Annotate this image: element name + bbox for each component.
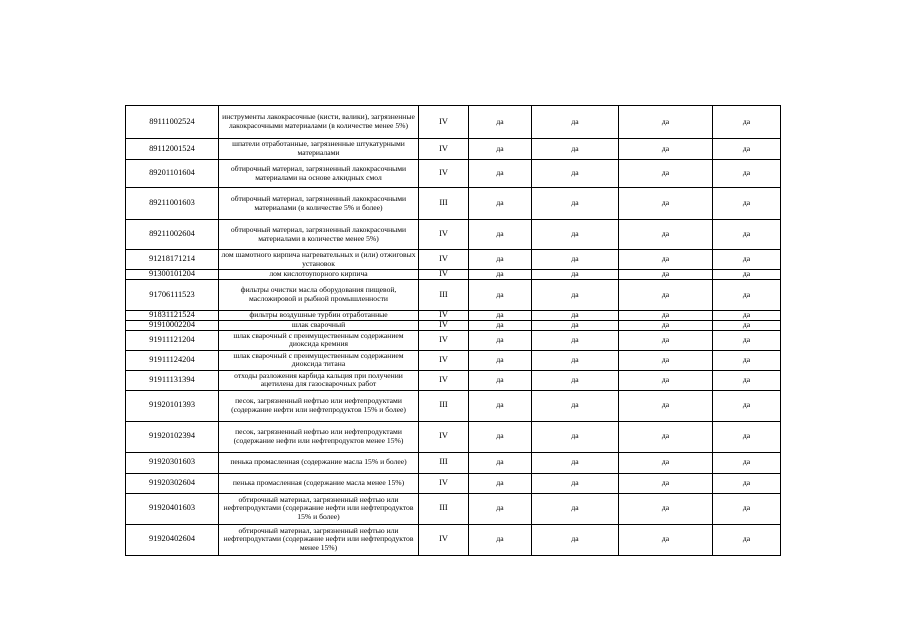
- table-row: [126, 106, 781, 139]
- hazard-class-cell: IV: [419, 220, 469, 250]
- waste-code-cell: 91920402604: [126, 524, 219, 555]
- hazard-class-cell: IV: [419, 350, 469, 370]
- yes-cell-2: да: [532, 473, 619, 493]
- yes-cell-1: да: [469, 220, 532, 250]
- hazard-class-cell: IV: [419, 139, 469, 160]
- yes-cell-4: да: [713, 493, 781, 524]
- yes-cell-3: да: [619, 311, 713, 321]
- yes-cell-2: да: [532, 390, 619, 421]
- yes-cell-4: да: [713, 188, 781, 220]
- table-row: [126, 493, 781, 524]
- table-row: [126, 350, 781, 370]
- waste-code-cell: 89111002524: [126, 106, 219, 139]
- hazard-class-cell: IV: [419, 270, 469, 280]
- yes-cell-3: да: [619, 493, 713, 524]
- yes-cell-2: да: [532, 452, 619, 473]
- hazard-class-cell: IV: [419, 421, 469, 452]
- yes-cell-4: да: [713, 139, 781, 160]
- waste-code-cell: 91920401603: [126, 493, 219, 524]
- table-row: [126, 139, 781, 160]
- table-row: [126, 473, 781, 493]
- waste-code-cell: 91920102394: [126, 421, 219, 452]
- yes-cell-3: да: [619, 188, 713, 220]
- yes-cell-3: да: [619, 270, 713, 280]
- table-row: [126, 220, 781, 250]
- waste-code-cell: 91910002204: [126, 321, 219, 331]
- hazard-class-cell: IV: [419, 311, 469, 321]
- yes-cell-1: да: [469, 139, 532, 160]
- yes-cell-2: да: [532, 493, 619, 524]
- yes-cell-2: да: [532, 160, 619, 188]
- table-body: [126, 106, 781, 556]
- yes-cell-3: да: [619, 280, 713, 311]
- table-row: [126, 524, 781, 555]
- yes-cell-4: да: [713, 160, 781, 188]
- hazard-class-cell: IV: [419, 160, 469, 188]
- waste-code-cell: 91911124204: [126, 350, 219, 370]
- table-row: [126, 330, 781, 350]
- waste-name-cell: фильтры воздушные турбин отработанные: [219, 311, 419, 321]
- yes-cell-3: да: [619, 421, 713, 452]
- yes-cell-1: да: [469, 330, 532, 350]
- waste-code-cell: 91920301603: [126, 452, 219, 473]
- table-row: [126, 280, 781, 311]
- table-row: [126, 370, 781, 390]
- yes-cell-4: да: [713, 311, 781, 321]
- yes-cell-3: да: [619, 250, 713, 270]
- yes-cell-2: да: [532, 321, 619, 331]
- yes-cell-3: да: [619, 106, 713, 139]
- yes-cell-2: да: [532, 524, 619, 555]
- yes-cell-3: да: [619, 350, 713, 370]
- yes-cell-2: да: [532, 188, 619, 220]
- yes-cell-1: да: [469, 493, 532, 524]
- waste-name-cell: обтирочный материал, загрязненный лакокрасочными материалами в количестве менее 5%): [219, 220, 419, 250]
- waste-name-cell: песок, загрязненный нефтью или нефтепродуктами (содержание нефти или нефтепродуктов 15% и более): [219, 390, 419, 421]
- yes-cell-1: да: [469, 390, 532, 421]
- yes-cell-2: да: [532, 330, 619, 350]
- yes-cell-3: да: [619, 370, 713, 390]
- waste-code-cell: 91920101393: [126, 390, 219, 421]
- hazard-class-cell: III: [419, 452, 469, 473]
- yes-cell-1: да: [469, 270, 532, 280]
- yes-cell-4: да: [713, 452, 781, 473]
- yes-cell-4: да: [713, 350, 781, 370]
- yes-cell-1: да: [469, 421, 532, 452]
- table-row: [126, 160, 781, 188]
- yes-cell-4: да: [713, 321, 781, 331]
- yes-cell-1: да: [469, 321, 532, 331]
- yes-cell-3: да: [619, 330, 713, 350]
- waste-code-cell: 89201101604: [126, 160, 219, 188]
- table-row: [126, 311, 781, 321]
- yes-cell-4: да: [713, 421, 781, 452]
- yes-cell-2: да: [532, 350, 619, 370]
- yes-cell-3: да: [619, 321, 713, 331]
- waste-code-cell: 91911131394: [126, 370, 219, 390]
- waste-name-cell: шпатели отработанные, загрязненные штукатурными материалами: [219, 139, 419, 160]
- yes-cell-3: да: [619, 139, 713, 160]
- table-row: [126, 188, 781, 220]
- hazard-class-cell: III: [419, 280, 469, 311]
- yes-cell-1: да: [469, 473, 532, 493]
- yes-cell-2: да: [532, 280, 619, 311]
- waste-name-cell: фильтры очистки масла оборудования пищевой, масложировой и рыбной промышленности: [219, 280, 419, 311]
- waste-name-cell: обтирочный материал, загрязненный нефтью или нефтепродуктами (содержание нефти или нефтепродуктов менее 15%): [219, 524, 419, 555]
- waste-name-cell: шлак сварочный с преимущественным содержанием диоксида кремния: [219, 330, 419, 350]
- waste-code-cell: 91911121204: [126, 330, 219, 350]
- yes-cell-4: да: [713, 280, 781, 311]
- waste-code-cell: 91920302604: [126, 473, 219, 493]
- table-row: [126, 250, 781, 270]
- waste-code-cell: 91831121524: [126, 311, 219, 321]
- yes-cell-3: да: [619, 524, 713, 555]
- hazard-class-cell: IV: [419, 473, 469, 493]
- hazard-class-cell: III: [419, 390, 469, 421]
- table-row: [126, 452, 781, 473]
- hazard-class-cell: III: [419, 493, 469, 524]
- waste-name-cell: инструменты лакокрасочные (кисти, валики), загрязненные лакокрасочными материалами (в количестве менее 5%): [219, 106, 419, 139]
- waste-code-cell: 89112001524: [126, 139, 219, 160]
- yes-cell-3: да: [619, 452, 713, 473]
- waste-name-cell: пенька промасленная (содержание масла 15% и более): [219, 452, 419, 473]
- yes-cell-4: да: [713, 270, 781, 280]
- yes-cell-3: да: [619, 473, 713, 493]
- yes-cell-4: да: [713, 524, 781, 555]
- yes-cell-1: да: [469, 160, 532, 188]
- waste-name-cell: шлак сварочный с преимущественным содержанием диоксида титана: [219, 350, 419, 370]
- yes-cell-1: да: [469, 452, 532, 473]
- yes-cell-1: да: [469, 188, 532, 220]
- yes-cell-2: да: [532, 311, 619, 321]
- hazard-class-cell: IV: [419, 321, 469, 331]
- hazard-class-cell: IV: [419, 524, 469, 555]
- yes-cell-2: да: [532, 106, 619, 139]
- yes-cell-2: да: [532, 139, 619, 160]
- yes-cell-4: да: [713, 390, 781, 421]
- yes-cell-3: да: [619, 220, 713, 250]
- hazard-class-cell: IV: [419, 330, 469, 350]
- yes-cell-1: да: [469, 350, 532, 370]
- waste-code-cell: 91300101204: [126, 270, 219, 280]
- waste-name-cell: лом шамотного кирпича нагревательных и (или) отжиговых установок: [219, 250, 419, 270]
- yes-cell-2: да: [532, 250, 619, 270]
- yes-cell-1: да: [469, 106, 532, 139]
- table-row: [126, 321, 781, 331]
- yes-cell-4: да: [713, 220, 781, 250]
- yes-cell-2: да: [532, 370, 619, 390]
- waste-code-cell: 91218171214: [126, 250, 219, 270]
- waste-name-cell: пенька промасленная (содержание масла менее 15%): [219, 473, 419, 493]
- yes-cell-2: да: [532, 220, 619, 250]
- yes-cell-1: да: [469, 250, 532, 270]
- hazard-class-cell: IV: [419, 250, 469, 270]
- waste-classification-table: [125, 105, 781, 556]
- table-row: [126, 390, 781, 421]
- waste-code-cell: 89211001603: [126, 188, 219, 220]
- yes-cell-2: да: [532, 270, 619, 280]
- yes-cell-4: да: [713, 106, 781, 139]
- hazard-class-cell: III: [419, 188, 469, 220]
- yes-cell-1: да: [469, 280, 532, 311]
- waste-code-cell: 91706111523: [126, 280, 219, 311]
- waste-name-cell: лом кислотоупорного кирпича: [219, 270, 419, 280]
- hazard-class-cell: IV: [419, 106, 469, 139]
- yes-cell-4: да: [713, 473, 781, 493]
- waste-name-cell: обтирочный материал, загрязненный лакокрасочными материалами (в количестве 5% и более): [219, 188, 419, 220]
- yes-cell-1: да: [469, 370, 532, 390]
- waste-name-cell: шлак сварочный: [219, 321, 419, 331]
- waste-name-cell: обтирочный материал, загрязненный лакокрасочными материалами на основе алкидных смол: [219, 160, 419, 188]
- waste-name-cell: обтирочный материал, загрязненный нефтью или нефтепродуктами (содержание нефти или нефтепродуктов 15% и более): [219, 493, 419, 524]
- waste-name-cell: песок, загрязненный нефтью или нефтепродуктами (содержание нефти или нефтепродуктов менее 15%): [219, 421, 419, 452]
- yes-cell-4: да: [713, 330, 781, 350]
- table-row: [126, 270, 781, 280]
- yes-cell-1: да: [469, 311, 532, 321]
- yes-cell-2: да: [532, 421, 619, 452]
- table-row: [126, 421, 781, 452]
- hazard-class-cell: IV: [419, 370, 469, 390]
- waste-name-cell: отходы разложения карбида кальция при получении ацетилена для газосварочных работ: [219, 370, 419, 390]
- yes-cell-1: да: [469, 524, 532, 555]
- waste-code-cell: 89211002604: [126, 220, 219, 250]
- yes-cell-3: да: [619, 160, 713, 188]
- yes-cell-4: да: [713, 370, 781, 390]
- yes-cell-4: да: [713, 250, 781, 270]
- yes-cell-3: да: [619, 390, 713, 421]
